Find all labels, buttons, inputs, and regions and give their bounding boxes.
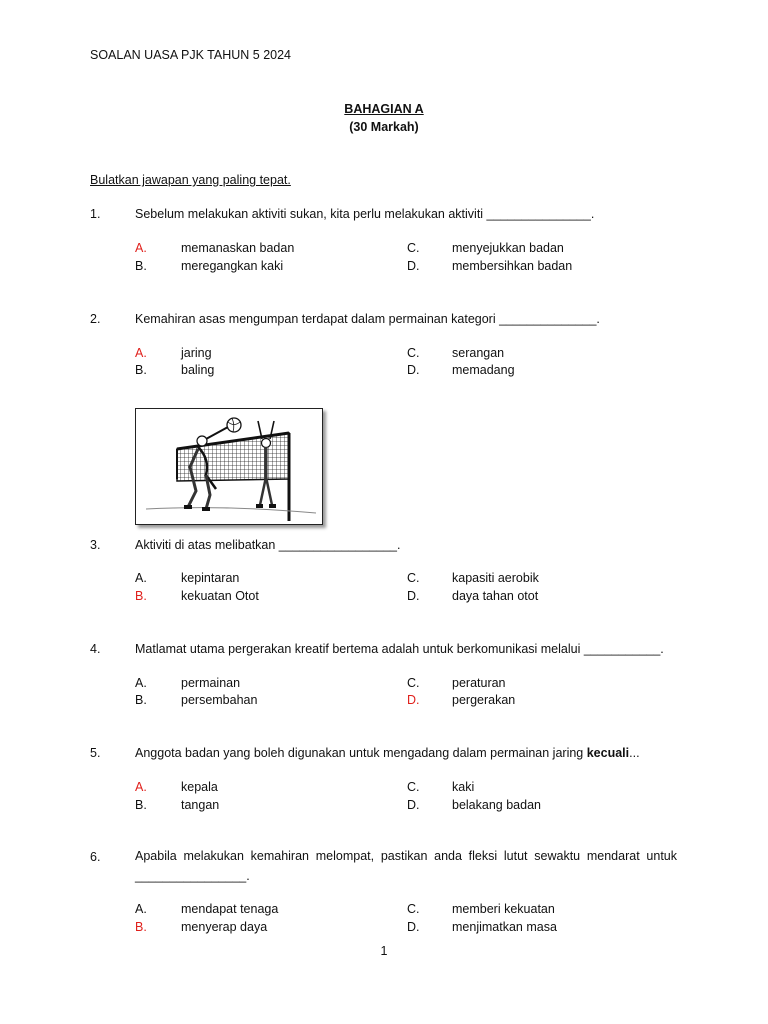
option-letter-b: B. — [135, 920, 147, 934]
option-letter-b: B. — [135, 363, 147, 377]
option-letter-d: D. — [407, 589, 420, 603]
option-text-b: meregangkan kaki — [181, 259, 284, 273]
option-letter-d: D. — [407, 259, 420, 273]
option-letter-c: C. — [407, 676, 420, 690]
option-text-d: pergerakan — [452, 693, 516, 707]
option-letter-a: A. — [135, 241, 147, 255]
option-letter-b: B. — [135, 589, 147, 603]
option-letter-d: D. — [407, 920, 420, 934]
question-text: Sebelum melakukan aktiviti sukan, kita perlu melakukan aktiviti _______________. — [135, 207, 595, 221]
option-text-d: belakang badan — [452, 798, 541, 812]
option-text-c: serangan — [452, 346, 505, 360]
option-letter-b: B. — [135, 798, 147, 812]
volleyball-picture — [135, 408, 323, 525]
question-text — [135, 746, 640, 760]
option-text-c: menyejukkan badan — [452, 241, 564, 255]
option-letter-a: A. — [135, 902, 147, 916]
option-text-c: kaki — [452, 780, 475, 794]
option-text-c: memberi kekuatan — [452, 902, 555, 916]
option-text-b: persembahan — [181, 693, 258, 707]
section-title — [0, 102, 768, 116]
option-text-a: jaring — [181, 346, 212, 360]
option-text-b: tangan — [181, 798, 220, 812]
option-letter-c: C. — [407, 902, 420, 916]
option-letter-b: B. — [135, 259, 147, 273]
option-letter-a: A. — [135, 780, 147, 794]
option-text-d: menjimatkan masa — [452, 920, 557, 934]
option-letter-d: D. — [407, 363, 420, 377]
option-text-d: membersihkan badan — [452, 259, 573, 273]
option-letter-c: C. — [407, 571, 420, 585]
option-text-d: memadang — [452, 363, 515, 377]
section-title-text: BAHAGIAN A — [344, 102, 424, 116]
option-letter-c: C. — [407, 346, 420, 360]
question-text-emphasis: kecuali — [586, 746, 630, 760]
option-letter-c: C. — [407, 780, 420, 794]
option-text-b: baling — [181, 363, 215, 377]
question-number: 1. — [90, 207, 101, 221]
question-number: 2. — [90, 312, 101, 326]
option-letter-a: A. — [135, 676, 147, 690]
option-letter-c: C. — [407, 241, 420, 255]
question-number: 6. — [90, 850, 101, 864]
option-text-d: daya tahan otot — [452, 589, 539, 603]
option-letter-d: D. — [407, 798, 420, 812]
option-letter-d: D. — [407, 693, 420, 707]
document-header: SOALAN UASA PJK TAHUN 5 2024 — [90, 48, 292, 62]
question-text: Matlamat utama pergerakan kreatif bertema adalah untuk berkomunikasi melalui ___________. — [135, 642, 664, 656]
option-text-c: kapasiti aerobik — [452, 571, 539, 585]
section-marks: (30 Markah) — [349, 120, 419, 134]
question-text: Aktiviti di atas melibatkan _________________. — [135, 538, 401, 552]
option-text-a: permainan — [181, 676, 241, 690]
option-letter-a: A. — [135, 571, 147, 585]
question-text: Kemahiran asas mengumpan terdapat dalam permainan kategori ______________. — [135, 312, 600, 326]
option-text-a: mendapat tenaga — [181, 902, 279, 916]
option-letter-b: B. — [135, 693, 147, 707]
option-letter-a: A. — [135, 346, 147, 360]
option-text-a: kepintaran — [181, 571, 240, 585]
option-text-a: memanaskan badan — [181, 241, 295, 255]
question-number: 4. — [90, 642, 101, 656]
question-number: 5. — [90, 746, 101, 760]
option-text-b: menyerap daya — [181, 920, 268, 934]
question-text: Apabila melakukan kemahiran melompat, pastikan anda fleksi lutut sewaktu mendarat untuk ________________. — [135, 849, 677, 883]
option-text-a: kepala — [181, 780, 218, 794]
volleyball-illustration — [136, 409, 322, 524]
instruction: Bulatkan jawapan yang paling tepat. — [90, 173, 291, 187]
option-text-c: peraturan — [452, 676, 506, 690]
page-number: 1 — [380, 944, 388, 958]
option-text-b: kekuatan Otot — [181, 589, 259, 603]
question-text-main: Anggota badan yang boleh digunakan untuk mengadang dalam permainan jaring — [135, 746, 587, 760]
question-text-end: ... — [629, 746, 640, 760]
question-number: 3. — [90, 538, 101, 552]
